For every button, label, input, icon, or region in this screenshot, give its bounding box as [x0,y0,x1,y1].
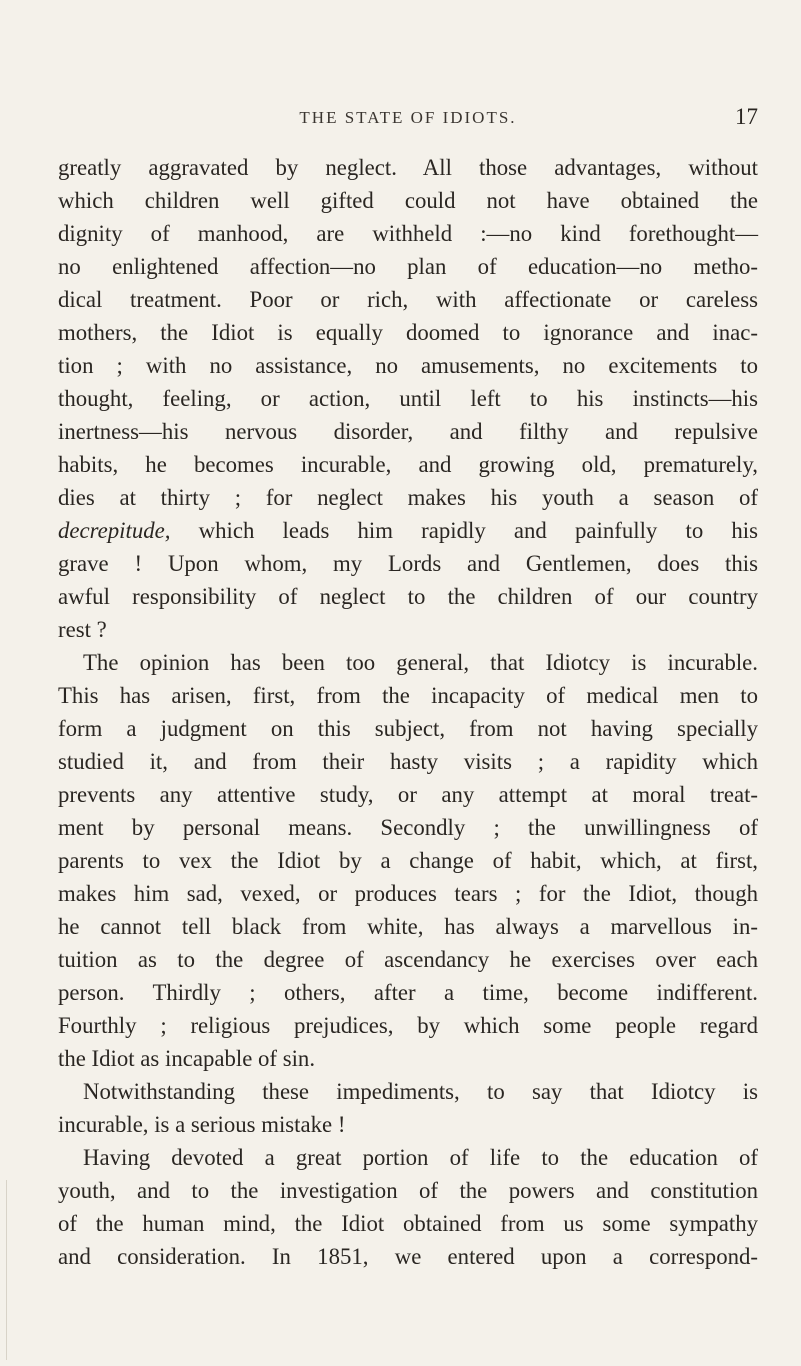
body-text [58,151,758,1273]
text-line: form a judgment on this subject, from not having specially [58,716,758,741]
text-line: no enlightened affection—no plan of education—no metho- [58,254,758,279]
text-line: youth, and to the investigation of the powers and constitution [58,1178,758,1203]
text-line: dignity of manhood, are withheld :—no kind forethought— [58,221,758,246]
text-line: makes him sad, vexed, or produces tears ; for the Idiot, though [58,881,758,906]
text-line: ment by personal means. Secondly ; the unwillingness of [58,815,758,840]
running-title: THE STATE OF IDIOTS. [299,108,517,127]
text-line: mothers, the Idiot is equally doomed to ignorance and inac- [58,320,758,345]
paragraph-start: Notwithstanding these impediments, to say that Idiotcy is [83,1079,758,1104]
text-line: parents to vex the Idiot by a change of habit, which, at first, [58,848,758,873]
text-line: dies at thirty ; for neglect makes his youth a season of [58,485,758,510]
text-line: person. Thirdly ; others, after a time, become indifferent. [58,980,758,1005]
text-line-rest: which leads him rapidly and painfully to his [170,518,758,543]
text-line: tuition as to the degree of ascendancy he exercises over each [58,947,758,972]
text-line: he cannot tell black from white, has always a marvellous in- [58,914,758,939]
text-line-with-italic [58,514,758,547]
text-line: the Idiot as incapable of sin. [58,1046,316,1071]
text-line: dical treatment. Poor or rich, with affectionate or careless [58,287,758,312]
text-line: awful responsibility of neglect to the children of our country [58,584,758,609]
page-number: 17 [735,104,758,129]
italic-word: decrepitude, [58,518,171,543]
paragraph-start: Having devoted a great portion of life to the education of [83,1145,758,1170]
text-line: thought, feeling, or action, until left to his instincts—his [58,386,758,411]
text-line: tion ; with no assistance, no amusements, no excitements to [58,353,758,378]
text-line: prevents any attentive study, or any attempt at moral treat- [58,782,758,807]
text-line: Fourthly ; religious prejudices, by which some people regard [58,1013,758,1038]
text-line: habits, he becomes incurable, and growing old, prematurely, [58,452,758,477]
text-line: which children well gifted could not have obtained the [58,188,758,213]
text-line: rest ? [58,617,107,642]
text-line: incurable, is a serious mistake ! [58,1112,346,1137]
paragraph-start: The opinion has been too general, that Idiotcy is incurable. [83,650,758,675]
text-line: This has arisen, first, from the incapacity of medical men to [58,683,758,708]
text-line: greatly aggravated by neglect. All those advantages, without [58,155,758,180]
page-edge-shadow [6,1180,7,1360]
text-line: inertness—his nervous disorder, and filthy and repulsive [58,419,758,444]
text-line: and consideration. In 1851, we entered upon a correspond- [58,1244,758,1269]
text-line: of the human mind, the Idiot obtained from us some sympathy [58,1211,758,1236]
text-line: studied it, and from their hasty visits ; a rapidity which [58,749,758,774]
text-line: grave ! Upon whom, my Lords and Gentlemen, does this [58,551,758,576]
running-head [58,104,758,134]
